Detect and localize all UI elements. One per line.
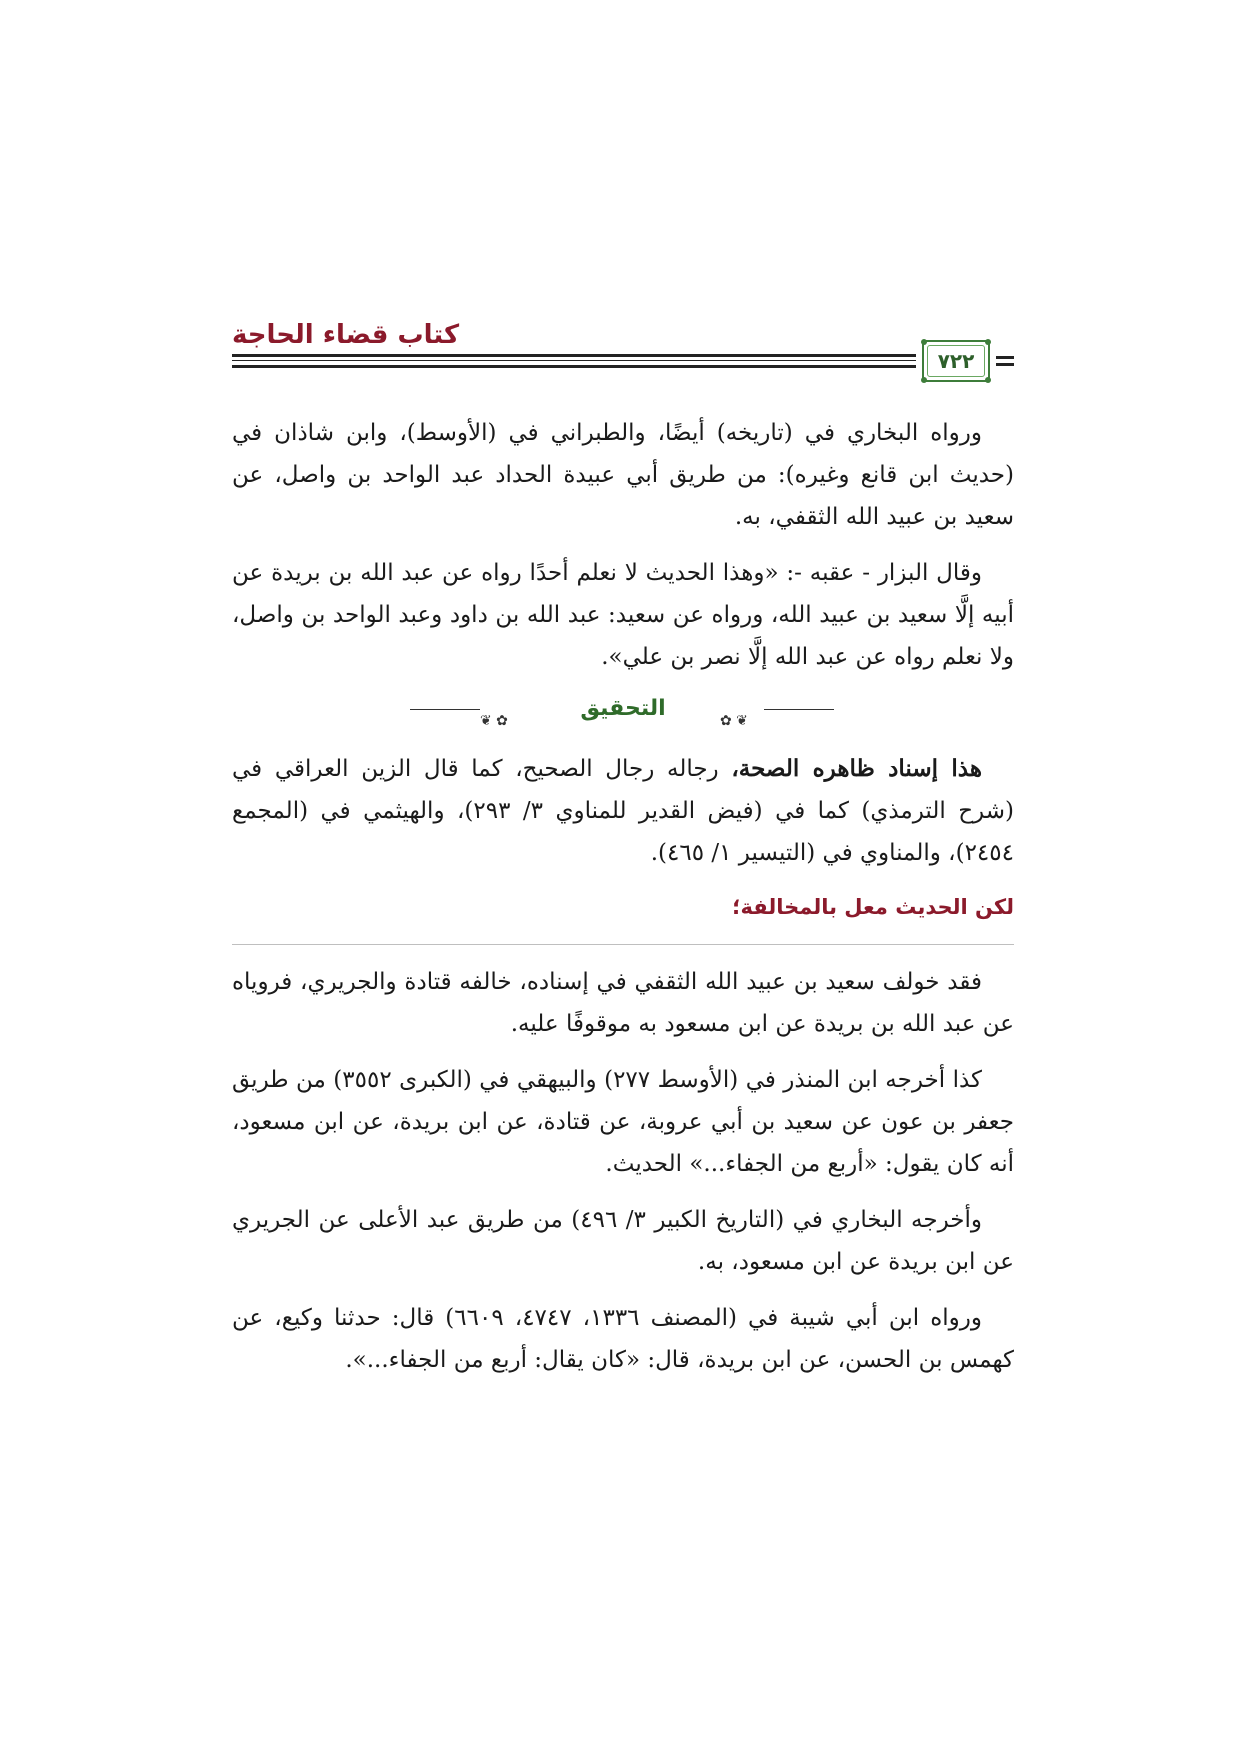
decorative-frame-icon xyxy=(921,339,927,345)
page-number-badge xyxy=(922,340,990,382)
decorative-frame-icon xyxy=(921,377,927,383)
header-rule-top xyxy=(232,354,916,357)
paragraph: كذا أخرجه ابن المنذر في (الأوسط ٢٧٧) والبيهقي في (الكبرى ٣٥٥٢) من طريق جعفر بن عون عن سعيد بن أبي عروبة، عن قتادة، عن ابن بريدة، عن ابن مسعود، أنه كان يقول: «أربع من الجفاء...» الحديث. xyxy=(232,1067,1014,1177)
subheading: لكن الحديث معل بالمخالفة؛ xyxy=(732,895,1014,919)
paragraph: وقال البزار - عقبه -: «وهذا الحديث لا نعلم أحدًا رواه عن عبد الله بن بريدة عن أبيه إلَّا سعيد بن عبيد الله، ورواه عن سعيد: عبد الله بن داود وعبد الواحد بن واصل، ولا نعلم رواه عن عبد الله إلَّا نصر بن علي». xyxy=(232,560,1014,670)
decorative-frame-icon xyxy=(985,377,991,383)
verification-text: رجاله رجال الصحيح، كما قال الزين العراقي في (شرح الترمذي) كما في (فيض القدير للمناوي ٣/ ٢٩٣)، والهيثمي في (المجمع ٢٤٥٤)، والمناوي في (التيسير ١/ ٤٦٥). xyxy=(232,756,1014,866)
verification-paragraph xyxy=(232,748,1014,874)
header-rule-bottom xyxy=(232,365,916,368)
floral-ornament-icon: ✿ ❦ xyxy=(720,713,748,729)
header-rule-right-top xyxy=(996,356,1014,359)
paragraph: ورواه ابن أبي شيبة في (المصنف ١٣٣٦، ٤٧٤٧، ٦٦٠٩) قال: حدثنا وكيع، عن كهمس بن الحسن، عن ابن بريدة، قال: «كان يقال: أربع من الجفاء...». xyxy=(232,1305,1014,1373)
header-rule-right-bottom xyxy=(996,363,1014,366)
page-number: ٧٢٢ xyxy=(937,349,975,373)
section-title: التحقيق xyxy=(580,696,666,721)
paragraph: فقد خولف سعيد بن عبيد الله الثقفي في إسناده، خالفه قتادة والجريري، فروياه عن عبد الله بن بريدة عن ابن مسعود به موقوفًا عليه. xyxy=(232,969,1014,1037)
header-rule-middle xyxy=(232,360,916,361)
decorative-frame-icon xyxy=(985,339,991,345)
book-title: كتاب قضاء الحاجة xyxy=(232,320,460,350)
section-divider xyxy=(232,692,1014,729)
floral-ornament-icon: ❦ ✿ xyxy=(480,713,508,729)
page-header xyxy=(232,310,1014,390)
paragraph: وأخرجه البخاري في (التاريخ الكبير ٣/ ٤٩٦) من طريق عبد الأعلى عن الجريري عن ابن بريدة عن ابن مسعود، به. xyxy=(232,1207,1014,1275)
subheading-rule xyxy=(232,944,1014,945)
page-body xyxy=(232,412,1014,1395)
paragraph: ورواه البخاري في (تاريخه) أيضًا، والطبراني في (الأوسط)، وابن شاذان في (حديث ابن قانع وغيره): من طريق أبي عبيدة الحداد عبد الواحد بن واصل، عن سعيد بن عبيد الله الثقفي، به. xyxy=(232,420,1014,530)
verification-lead: هذا إسناد ظاهره الصحة، xyxy=(731,755,982,782)
